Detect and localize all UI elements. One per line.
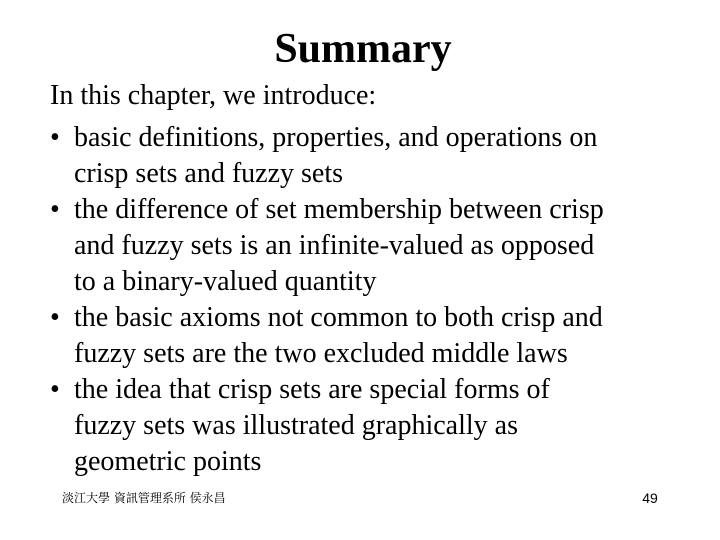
bullet-line: the basic axioms not common to both crisp and — [74, 302, 603, 333]
bullet-item — [50, 120, 700, 192]
bullet-line: the difference of set membership between crisp — [74, 194, 604, 225]
page-number: 49 — [642, 490, 658, 506]
bullet-line: the idea that crisp sets are special forms of — [74, 374, 550, 405]
bullet-item — [50, 192, 700, 300]
bullet-line: crisp sets and fuzzy sets — [74, 158, 344, 189]
bullet-line: fuzzy sets are the two excluded middle laws — [74, 338, 568, 369]
bullet-list — [50, 120, 700, 480]
bullet-line: basic definitions, properties, and operations on — [74, 122, 598, 153]
bullet-item — [50, 372, 700, 480]
bullet-marker: • — [50, 194, 60, 225]
bullet-line: and fuzzy sets is an infinite-valued as opposed — [74, 230, 595, 261]
bullet-marker: • — [50, 302, 60, 333]
bullet-line: fuzzy sets was illustrated graphically as — [74, 410, 518, 441]
bullet-marker: • — [50, 122, 60, 153]
bullet-marker: • — [50, 374, 60, 405]
bullet-item — [50, 300, 700, 372]
slide-title: Summary — [274, 26, 452, 72]
intro-text: In this chapter, we introduce: — [50, 80, 377, 111]
bullet-line: geometric points — [74, 446, 262, 477]
footer-institution: 淡江大學 資訊管理系所 侯永昌 — [62, 491, 226, 505]
bullet-line: to a binary-valued quantity — [74, 266, 377, 297]
